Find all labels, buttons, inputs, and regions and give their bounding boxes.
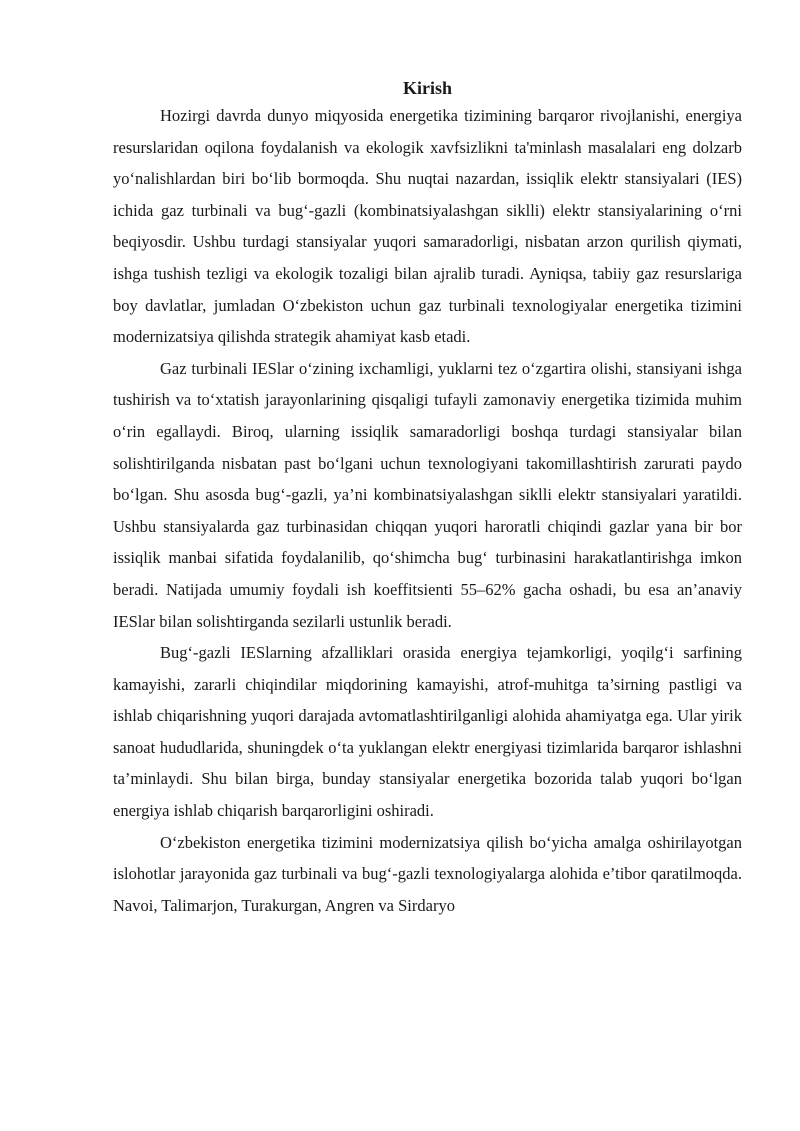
paragraph-3: Bug‘-gazli IESlarning afzalliklari orasida energiya tejamkorligi, yoqilg‘i sarfining kamayishi, zararli chiqindilar miqdorining kamayishi, atrof-muhitga ta’sirning pastligi va ishlab chiqarishning yuqori darajada avtomatlashtirilganligi alohida ahamiyatga ega. Ular yirik sanoat hududlarida, shuningdek o‘ta yuklangan elektr energiyasi tizimlarida barqaror ishlashni ta’minlaydi. Shu bilan birga, bunday stansiyalar energetika bozorida talab yuqori bo‘lgan energiya ishlab chiqarish barqarorligini oshiradi. bbox=[113, 643, 742, 821]
paragraph-4: O‘zbekiston energetika tizimini modernizatsiya qilish bo‘yicha amalga oshirilayotgan islohotlar jarayonida gaz turbinali va bug‘-gazli texnologiyalarga alohida e’tibor qaratilmoqda. Navoi, Talimarjon, Turakurgan, Angren va Sirdaryo bbox=[113, 832, 742, 915]
paragraph-1: Hozirgi davrda dunyo miqyosida energetika tizimining barqaror rivojlanishi, energiya resurslaridan oqilona foydalanish va ekologik xavfsizlikni ta'minlash masalalari eng dolzarb yo‘nalishlardan biri bo‘lib bormoqda. Shu nuqtai nazardan, issiqlik elektr stansiyalari (IES) ichida gaz turbinali va bug‘-gazli (kombinatsiyalashgan siklli) elektr stansiyalarining o‘rni beqiyosdir. Ushbu turdagi stansiyalar yuqori samaradorligi, nisbatan arzon qurilish qiymati, ishga tushish tezligi va ekologik tozaligi bilan ajralib turadi. Ayniqsa, tabiiy gaz resurslariga boy davlatlar, jumladan O‘zbekiston uchun gaz turbinali texnologiyalar energetika tizimini modernizatsiya qilishda strategik ahamiyat kasb etadi. bbox=[113, 106, 742, 347]
paragraph-2: Gaz turbinali IESlar o‘zining ixchamligi, yuklarni tez o‘zgartira olishi, stansiyani ishga tushirish va to‘xtatish jarayonlarining qisqaligi tufayli zamonaviy energetika tizimida muhim o‘rin egallaydi. Biroq, ularning issiqlik samaradorligi boshqa turdagi stansiyalar bilan solishtirilganda nisbatan past bo‘lgani uchun texnologiyani takomillashtirish zarurati paydo bo‘lgan. Shu asosda bug‘-gazli, ya’ni kombinatsiyalashgan siklli elektr stansiyalari yaratildi. Ushbu stansiyalarda gaz turbinasidan chiqqan yuqori haroratli chiqindi gazlar yana bir bor issiqlik manbai sifatida foydalanilib, qo‘shimcha bug‘ turbinasini harakatlantirishga imkon beradi. Natijada umumiy foydali ish koeffitsienti 55–62% gacha oshadi, bu esa an’anaviy IESlar bilan solishtirganda sezilarli ustunlik beradi. bbox=[113, 358, 742, 631]
document-page bbox=[113, 76, 742, 921]
document-title: Kirish bbox=[402, 78, 452, 98]
